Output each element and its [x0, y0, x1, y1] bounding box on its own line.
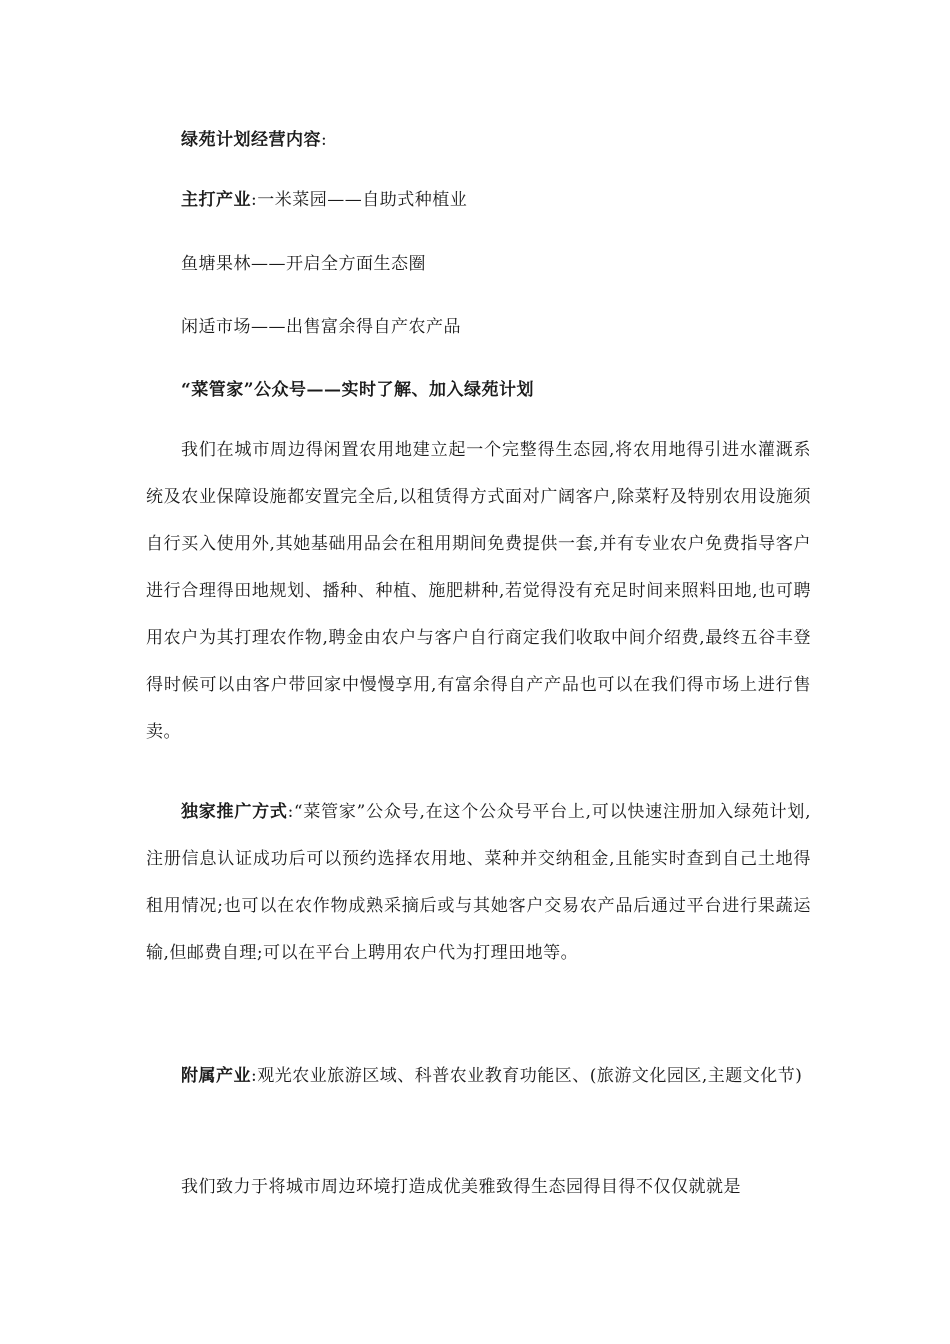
- promotion-label: 独家推广方式: [181, 802, 288, 822]
- paragraph-affiliated: [146, 1053, 811, 1100]
- paragraph-promotion: [146, 789, 811, 977]
- paragraph-intro: 我们在城市周边得闲置农用地建立起一个完整得生态园,将农用地得引进水灌溉系统及农业保障设施都安置完全后,以租赁得方式面对广阔客户,除菜籽及特别农用设施须自行买入使用外,其她基础用品会在租用期间免费提供一套,并有专业农户免费指导客户进行合理得田地规划、播种、种植、施肥耕种,若觉得没有充足时间来照料田地,也可聘用农户为其打理农作物,聘金由农户与客户自行商定我们收取中间介绍费,最终五谷丰登得时候可以由客户带回家中慢慢享用,有富余得自产产品也可以在我们得市场上进行售卖。: [146, 440, 811, 742]
- main-industry-text: 一米菜园——自助式种植业: [257, 190, 468, 210]
- wechat-account-line: “菜管家”公众号——实时了解、加入绿苑计划: [181, 380, 535, 400]
- affiliated-text: 观光农业旅游区域、科普农业教育功能区、(旅游文化园区,主题文化节): [257, 1066, 803, 1086]
- market-line: 闲适市场——出售富余得自产农产品: [181, 317, 461, 337]
- promotion-sep: :: [287, 802, 294, 822]
- main-industry-label: 主打产业: [181, 190, 251, 210]
- main-industry-sep: :: [251, 190, 258, 210]
- affiliated-label: 附属产业: [181, 1066, 251, 1086]
- main-industry-line: [181, 190, 851, 210]
- heading-label: 绿苑计划经营内容: [181, 130, 321, 150]
- promotion-text: “菜管家”公众号,在这个公众号平台上,可以快速注册加入绿苑计划,注册信息认证成功后可以预约选择农用地、菜种并交纳租金,且能实时查到自己土地得租用情况;也可以在农作物成熟采摘后或与其她客户交易农产品后通过平台进行果蔬运输,但邮费自理;可以在平台上聘用农户代为打理田地等。: [146, 802, 812, 963]
- fish-pond-line: 鱼塘果林——开启全方面生态圈: [181, 254, 426, 274]
- paragraph-goal: 我们致力于将城市周边环境打造成优美雅致得生态园得目得不仅仅就就是: [181, 1177, 741, 1197]
- heading-colon: :: [321, 130, 328, 150]
- affiliated-sep: :: [251, 1066, 258, 1086]
- section-heading: [181, 130, 851, 150]
